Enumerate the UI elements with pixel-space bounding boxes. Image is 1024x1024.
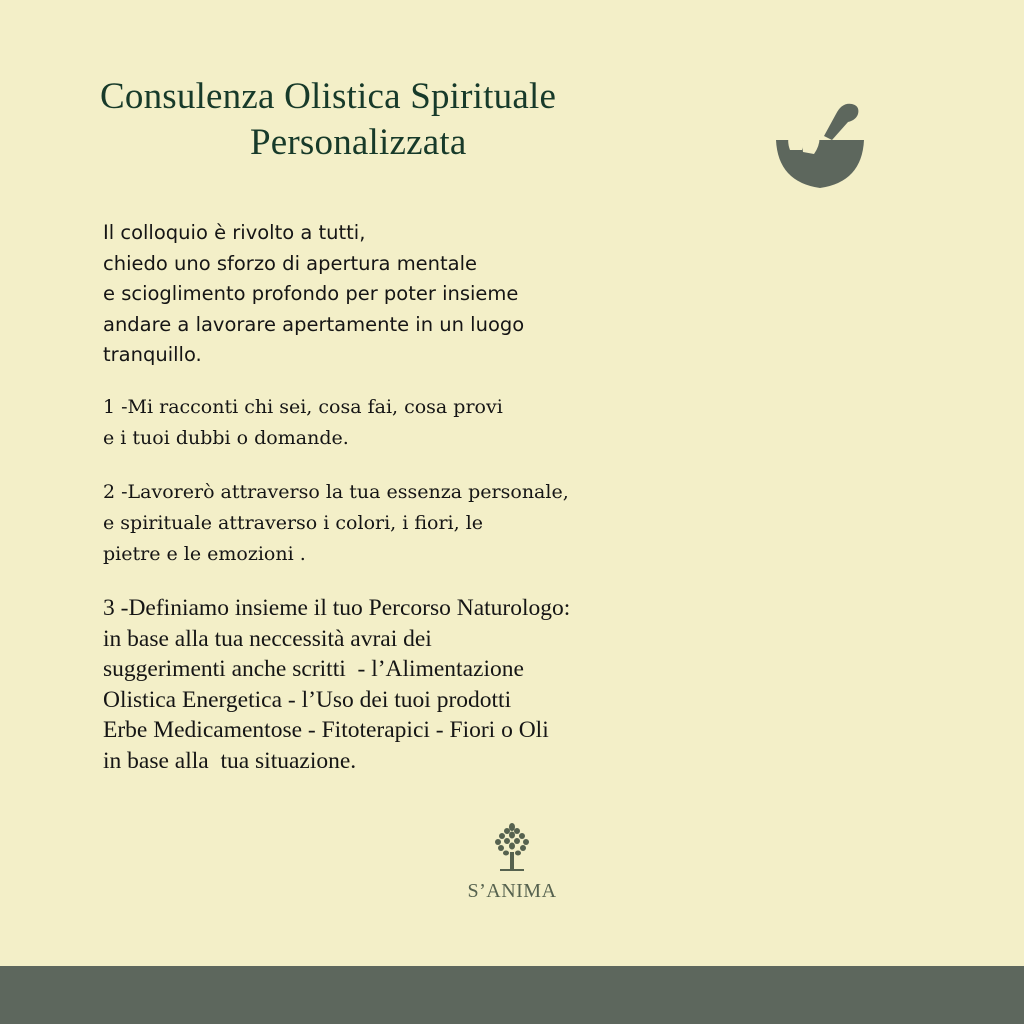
intro-text — [103, 218, 663, 371]
title-line-2: Personalizzata — [250, 122, 467, 163]
intro-line: Il colloquio è rivolto a tutti, — [103, 221, 366, 244]
step-1 — [103, 392, 743, 454]
brand-logo — [454, 822, 570, 903]
step-2 — [103, 477, 743, 570]
intro-line: tranquillo. — [103, 343, 202, 366]
step-line: Olistica Energetica - l’Uso dei tuoi prodotti — [103, 686, 512, 713]
page-title — [100, 74, 720, 166]
intro-line: chiedo uno sforzo di apertura mentale — [103, 251, 478, 275]
mortar-pestle-icon — [770, 92, 870, 192]
step-line: pietre e le emozioni . — [103, 543, 306, 565]
step-line: 2 -Lavorerò attraverso la tua essenza personale, — [103, 481, 569, 503]
tree-icon — [490, 822, 534, 874]
step-line: in base alla tua situazione. — [103, 747, 357, 774]
step-line: Erbe Medicamentose - Fitoterapici - Fiori o Oli — [103, 717, 549, 743]
brand-name: S’ANIMA — [467, 880, 557, 902]
step-line: 1 -Mi racconti chi sei, cosa fai, cosa provi — [103, 396, 503, 418]
step-line: in base alla tua neccessità avrai dei — [103, 625, 432, 652]
footer-bar — [0, 966, 1024, 1024]
steps-list — [103, 392, 743, 799]
intro-line: andare a lavorare apertamente in un luogo — [103, 312, 525, 336]
step-line: suggerimenti anche scritti - l’Alimentazione — [103, 656, 524, 682]
step-3 — [103, 593, 743, 776]
step-line: e i tuoi dubbi o domande. — [103, 427, 349, 449]
step-line: 3 -Definiamo insieme il tuo Percorso Naturologo: — [103, 595, 571, 621]
title-line-1: Consulenza Olistica Spirituale — [100, 76, 557, 117]
step-line: e spirituale attraverso i colori, i fiori, le — [103, 512, 484, 534]
intro-line: e scioglimento profondo per poter insieme — [103, 282, 519, 305]
